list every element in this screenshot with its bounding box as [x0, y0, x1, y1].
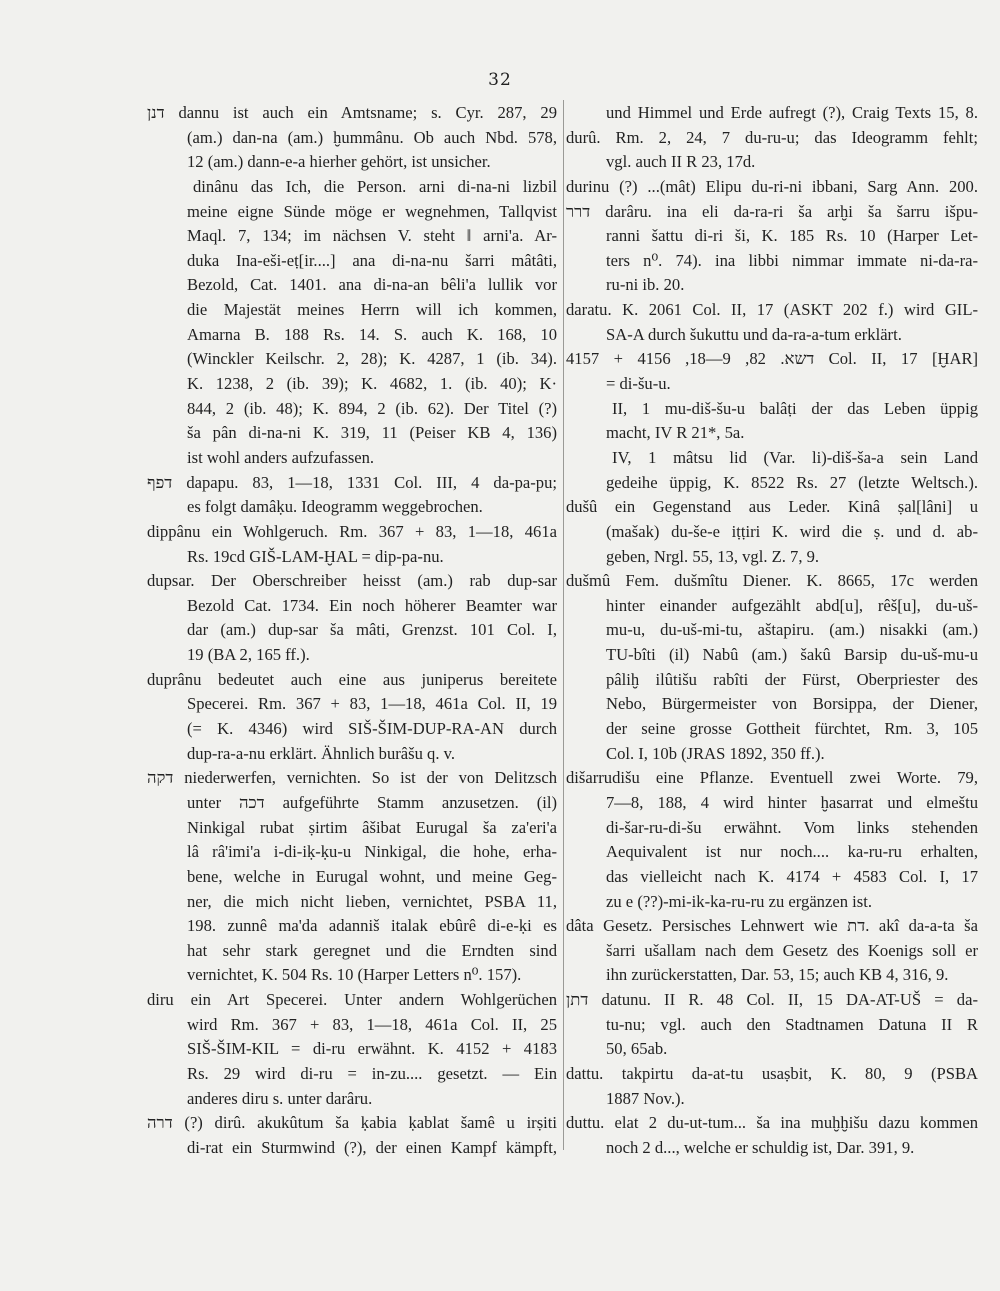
- text-line: mu-u, du-uš-mi-tu, aštapiru. (am.) nisakki (am.): [606, 620, 978, 640]
- text-line: unter דכה aufgeführte Stamm anzusetzen. (il): [187, 792, 557, 812]
- text-line: TU-bîti (il) Nabû (am.) šakû Barsip du-uš-mu-u: [606, 645, 978, 665]
- page-number: 32: [488, 70, 512, 90]
- text-line: דנן dannu ist auch ein Amtsname; s. Cyr. 287, 29: [147, 103, 557, 122]
- text-line: geben, Nrgl. 55, 13, vgl. Z. 7, 9.: [606, 546, 820, 566]
- text-line: דשא. 82, 9—18, 4156 + 4157 Col. II, 17 [ḪAR]: [566, 349, 979, 369]
- text-line: SIŠ-ŠIM-KIL = di-ru erwähnt. K. 4152 + 4183: [187, 1039, 557, 1059]
- text-line: duttu. elat 2 du-ut-tum... ša ina muḫḫišu dazu kommen: [566, 1113, 978, 1133]
- text-line: Rs. 19cd GIŠ-LAM-ḪAL = dip-pa-nu.: [187, 546, 444, 566]
- text-line: (Winckler Keilschr. 2, 28); K. 4287, 1 (ib. 34).: [187, 349, 557, 369]
- text-line: lâ râ'imi'a i-di-iḳ-ḳu-u Ninkigal, die hohe, erha-: [187, 842, 557, 862]
- text-line: ner, die mich nicht lieben, vernichtet, PSBA 11,: [187, 891, 557, 911]
- text-line: 198. zunnê ma'da adanniš italak ebûrê di-e-ḳi es: [187, 916, 557, 936]
- text-line: es folgt damâḳu. Ideogramm weggebrochen.: [187, 497, 483, 517]
- text-line: דרה (?) dirû. akukûtum ša ḳabia ḳablat šamê u irṣiti: [147, 1113, 557, 1133]
- text-line: durinu (?) ...(mât) Elipu du-ri-ni ibbani, Sarg Ann. 200.: [566, 176, 978, 196]
- text-line: macht, IV R 21*, 5a.: [606, 423, 745, 443]
- text-line: Rs. 29 wird di-ru = in-zu.... gesetzt. — Ein: [187, 1063, 557, 1083]
- text-line: 1887 Nov.).: [606, 1088, 685, 1108]
- text-line: (mašak) du-še-e iṭṭiri K. wird die ṣ. und d. ab-: [606, 521, 978, 541]
- text-line: SA-A durch šukuttu und da-ra-a-tum erklärt.: [606, 324, 902, 344]
- text-line: dippânu ein Wohlgeruch. Rm. 367 + 83, 1—18, 461a: [147, 521, 557, 541]
- text-line: daratu. K. 2061 Col. II, 17 (ASKT 202 f.) wird GIL-: [566, 300, 978, 320]
- text-line: bene, welche in Eurugal wohnt, und meine Geg-: [187, 866, 557, 886]
- text-line: duprânu bedeutet auch eine aus juniperus bereitete: [147, 669, 557, 689]
- text-line: dar (am.) dup-sar ša mâti, Grenzst. 101 Col. I,: [187, 620, 557, 640]
- text-line: diru ein Art Specerei. Unter andern Wohlgerüchen: [147, 990, 557, 1010]
- text-line: meine eigne Sünde möge er wegnehmen, Tallqvist: [187, 201, 557, 221]
- text-line: 12 (am.) dann-e-a hierher gehört, ist unsicher.: [187, 152, 491, 172]
- text-line: ihn zurückerstatten, Dar. 53, 15; auch KB 4, 316, 9.: [606, 965, 949, 985]
- text-line: durû. Rm. 2, 24, 7 du-ru-u; das Ideogramm fehlt;: [566, 127, 978, 147]
- text-line: K. 1238, 2 (ib. 39); K. 4682, 1. (ib. 40); K·: [187, 374, 557, 394]
- text-line: anderes diru s. unter darâru.: [187, 1088, 373, 1108]
- text-line: Bezold, Cat. 1401. ana di-na-an bêli'a lullik vor: [187, 275, 557, 295]
- text-line: wird Rm. 367 + 83, 1—18, 461a Col. II, 25: [187, 1014, 557, 1034]
- text-line: (am.) dan-na (am.) ḫummânu. Ob auch Nbd. 578,: [187, 127, 557, 147]
- text-line: das vielleicht nach K. 4174 + 4583 Col. I, 17: [606, 866, 978, 886]
- text-line: pâliḫ ilûtišu rabîti der Fürst, Oberpriester des: [606, 669, 978, 689]
- text-line: die Majestät meines Herrn will ich kommen,: [187, 300, 557, 320]
- column-divider: [563, 100, 564, 1150]
- text-line: dattu. takpirtu da-at-tu usaṣbit, K. 80, 9 (PSBA: [566, 1063, 978, 1083]
- text-line: IV, 1 mâtsu lid (Var. li)-diš-ša-a sein Land: [612, 447, 978, 467]
- text-line: Specerei. Rm. 367 + 83, 1—18, 461a Col. II, 19: [187, 694, 557, 714]
- text-line: Maql. 7, 134; im nächsen V. steht ‖ arni'a. Ar-: [187, 226, 557, 246]
- text-line: ters n⁰. 74). ina libbi nimmar immate ni-da-ra-: [606, 250, 978, 270]
- text-line: 844, 2 (ib. 48); K. 894, 2 (ib. 62). Der Titel (?): [187, 398, 557, 418]
- text-line: di-šar-ru-di-šu erwähnt. Vom links stehenden: [606, 817, 978, 837]
- text-line: hinter einander aufgezählt abd[u], rêš[u], du-uš-: [606, 595, 978, 615]
- text-line: noch 2 d..., welche er schuldig ist, Dar. 391, 9.: [606, 1137, 915, 1157]
- text-line: Col. I, 10b (JRAS 1892, 350 ff.).: [606, 743, 825, 763]
- text-line: 19 (BA 2, 165 ff.).: [187, 645, 310, 665]
- text-line: dušû ein Gegenstand aus Leder. Kinâ ṣal[lâni] u: [566, 497, 978, 517]
- text-line: und Himmel und Erde aufregt (?), Craig Texts 15, 8.: [606, 103, 978, 122]
- text-line: Ninkigal rubat ṣirtim âšibat Eurugal ša za'eri'a: [187, 817, 557, 837]
- text-line: דקה niederwerfen, vernichten. So ist der von Delitzsch: [147, 768, 557, 788]
- text-line: 50, 65ab.: [606, 1039, 668, 1059]
- text-line: dup-ra-a-nu erklärt. Ähnlich burâšu q. v.: [187, 743, 456, 763]
- text-line: der seine grosse Gottheit fürchtet, Rm. 3, 105: [606, 719, 978, 739]
- text-line: ru-ni ib. 20.: [606, 275, 685, 295]
- right-column: [566, 101, 978, 1161]
- text-line: דתן datunu. II R. 48 Col. II, 15 DA-AT-UŠ = da-: [566, 990, 978, 1010]
- text-line: dušmû Fem. dušmîtu Diener. K. 8665, 17c werden: [566, 571, 978, 591]
- left-column: [147, 101, 557, 1161]
- text-line: gedeihe üppig, K. 8522 Rs. 27 (letzte Weltsch.).: [606, 472, 978, 492]
- text-line: tu-nu; vgl. auch den Stadtnamen Datuna II R: [606, 1014, 978, 1034]
- text-line: zu e (??)-mi-ik-ka-ru-ru zu ergänzen ist.: [606, 891, 872, 911]
- text-line: Amarna B. 188 Rs. 14. S. auch K. 168, 10: [187, 324, 557, 344]
- text-line: ranni šattu di-ri ši, K. 185 Rs. 10 (Harper Let-: [606, 226, 978, 246]
- text-line: דרר darâru. ina eli da-ra-ri ša arḫi ša šarru išpu-: [566, 201, 978, 221]
- text-line: דפף dapapu. 83, 1—18, 1331 Col. III, 4 da-pa-pu;: [147, 472, 557, 492]
- text-line: di-rat ein Sturmwind (?), der einen Kampf kämpft,: [187, 1137, 557, 1157]
- text-line: šarri ušallam nach dem Gesetz des Koenigs soll er: [606, 940, 978, 960]
- text-line: vgl. auch II R 23, 17d.: [606, 152, 756, 172]
- text-line: Nebo, Bürgermeister von Borsippa, der Diener,: [606, 694, 978, 714]
- text-line: ša pân di-na-ni K. 319, 11 (Peiser KB 4, 136): [187, 423, 557, 443]
- text-line: dinânu das Ich, die Person. arni di-na-ni lizbil: [193, 176, 557, 196]
- text-line: = di-šu-u.: [606, 374, 671, 394]
- text-line: vernichtet, K. 504 Rs. 10 (Harper Letters n⁰. 157).: [187, 965, 522, 985]
- text-line: dišarrudišu eine Pflanze. Eventuell zwei Worte. 79,: [566, 768, 978, 788]
- text-line: Bezold Cat. 1734. Ein noch höherer Beamter war: [187, 595, 557, 615]
- text-line: II, 1 mu-diš-šu-u balâṭi der das Leben üppig: [612, 398, 978, 418]
- text-line: hat sehr stark geregnet und die Erndten sind: [187, 940, 557, 960]
- text-line: (= K. 4346) wird SIŠ-ŠIM-DUP-RA-AN durch: [187, 719, 557, 739]
- text-line: ist wohl anders aufzufassen.: [187, 447, 375, 467]
- text-line: 7—8, 188, 4 wird hinter ḫasarrat und elmeštu: [606, 792, 978, 812]
- text-line: dâta Gesetz. Persisches Lehnwert wie דת. akî da-a-ta ša: [566, 916, 978, 936]
- text-line: dupsar. Der Oberschreiber heisst (am.) rab dup-sar: [147, 571, 557, 591]
- text-line: duka Ina-eši-eṭ[ir....] ana di-na-nu šarri mâtâti,: [187, 250, 557, 270]
- text-line: Aequivalent ist nur noch.... ka-ru-ru erhalten,: [606, 842, 978, 862]
